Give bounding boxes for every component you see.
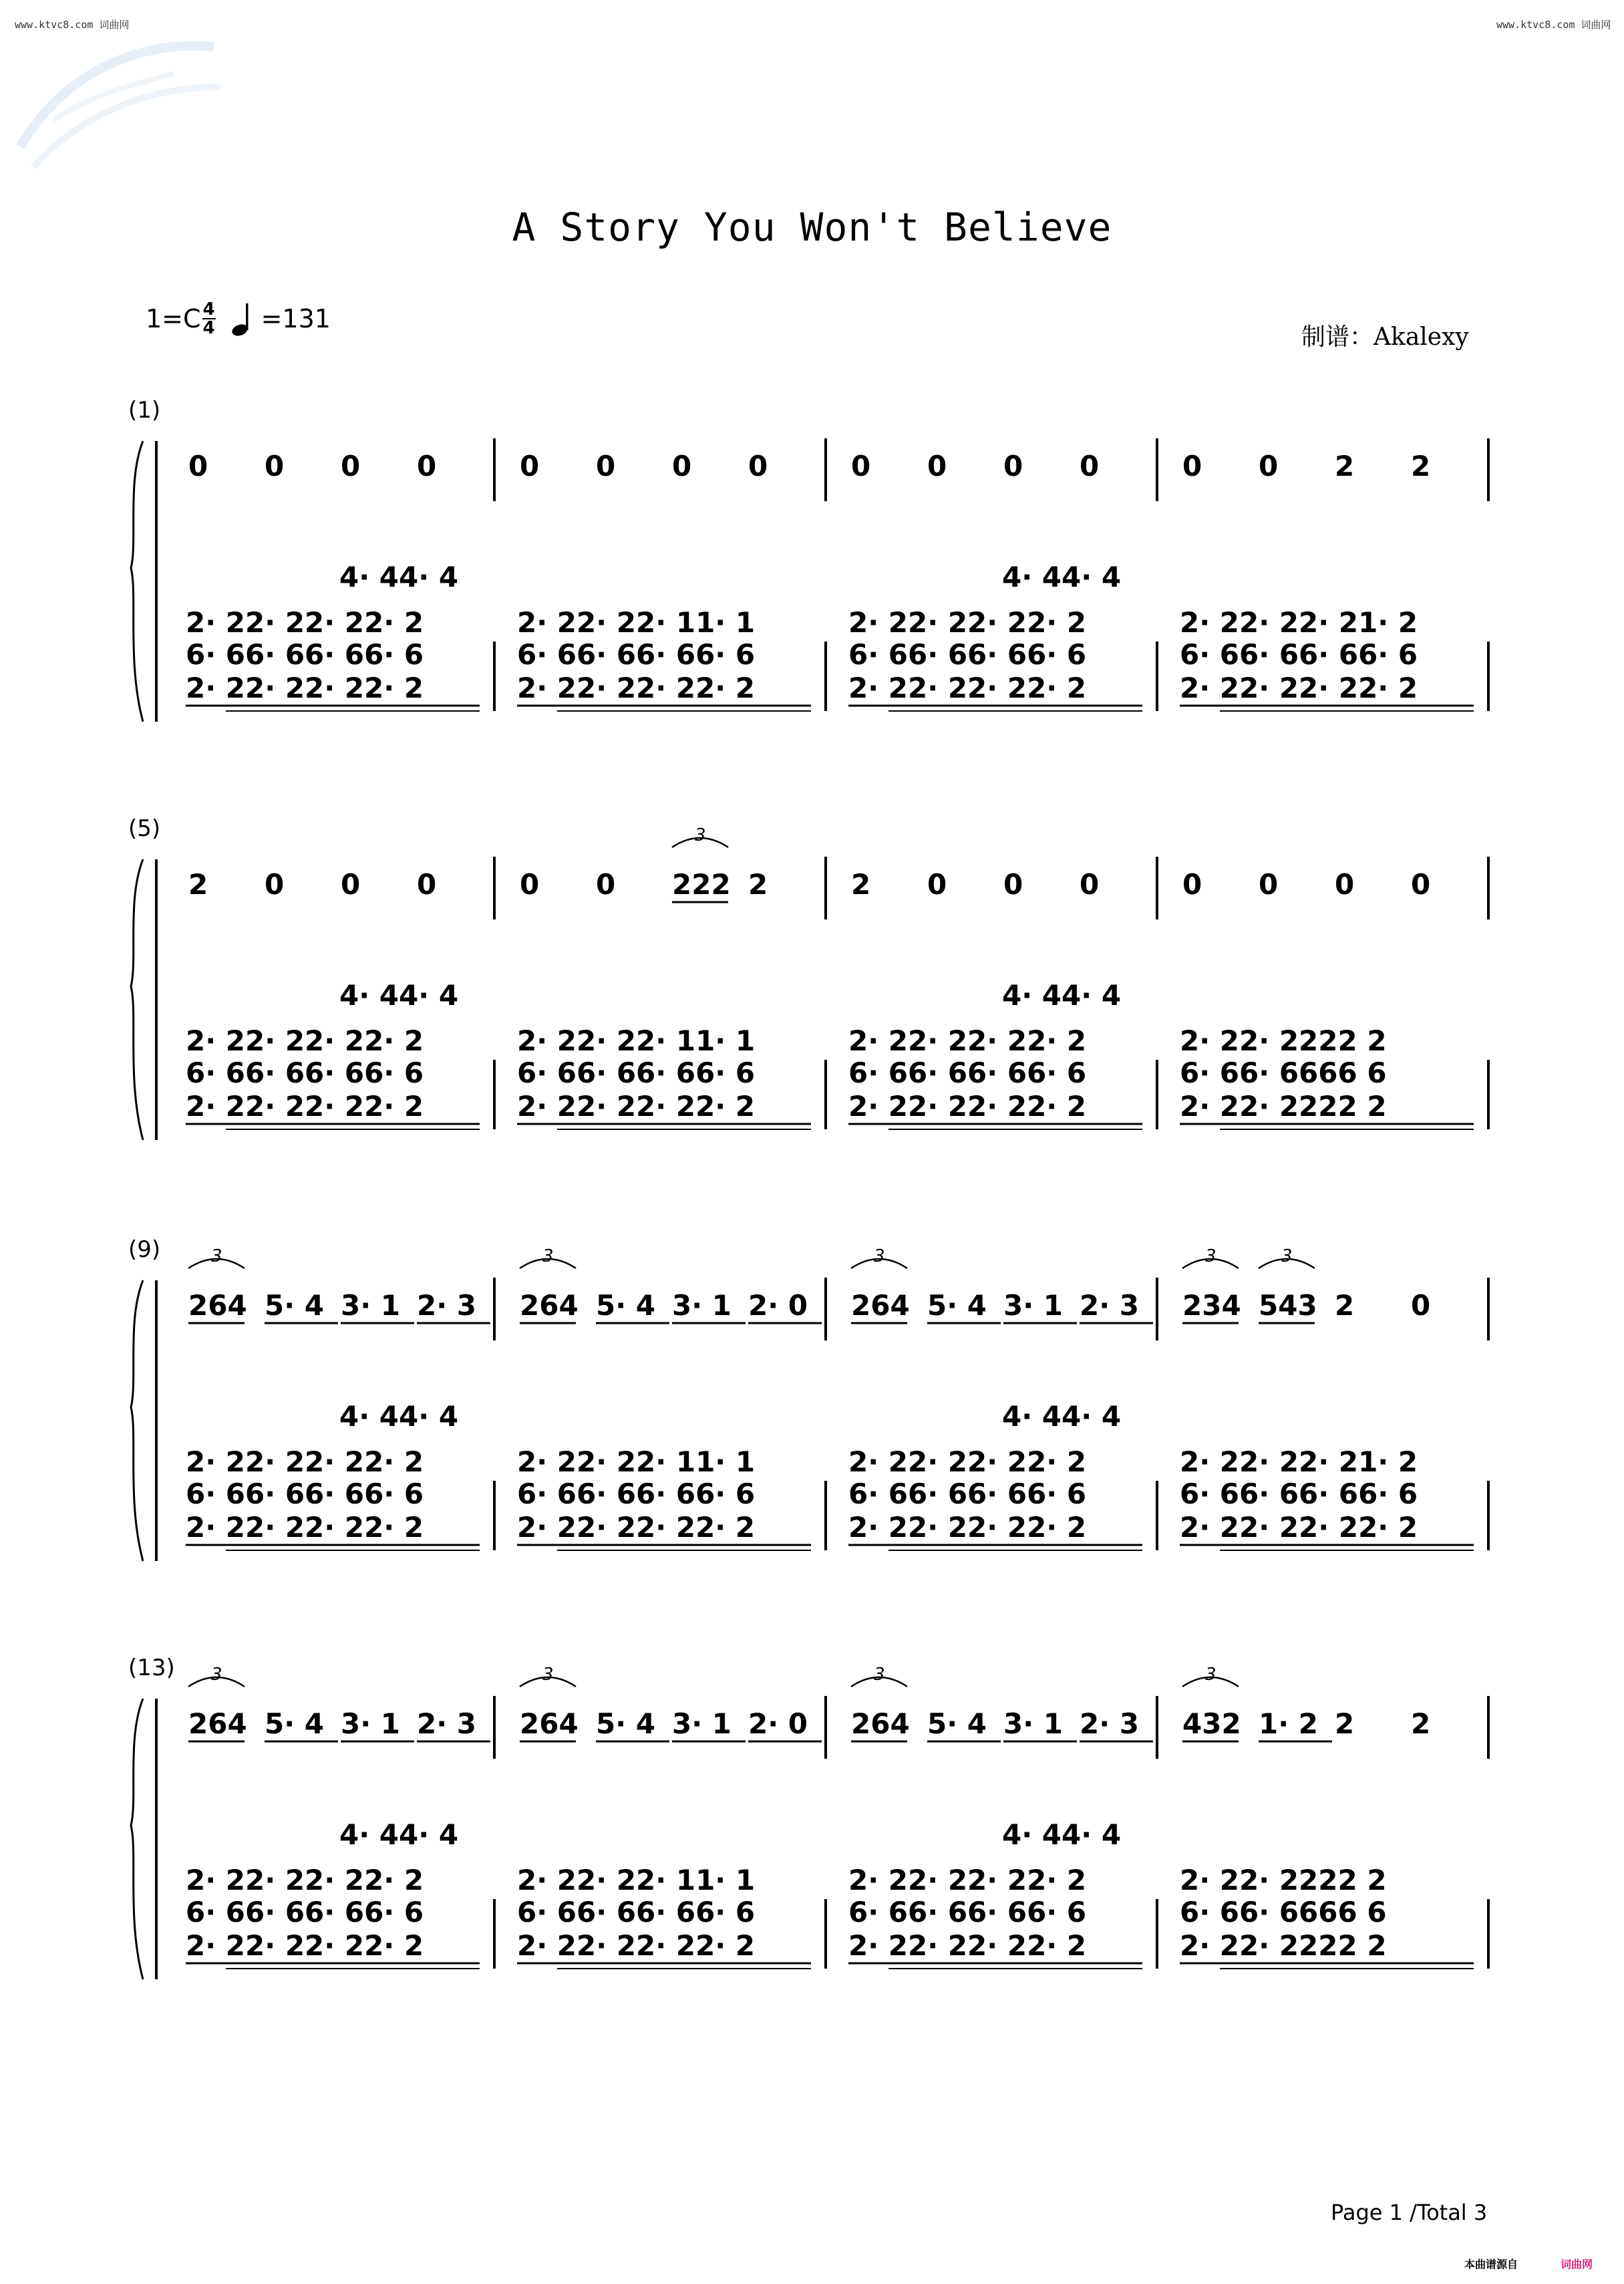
system-brace [131, 859, 143, 1140]
accomp-low-row: 6· 66· 66· 66· 6 [848, 1056, 1087, 1089]
melody-note: 2 [188, 868, 208, 901]
melody-note: 0 [520, 868, 540, 901]
accomp-bass-row: 2· 22· 22· 22· 2 [1180, 1511, 1418, 1544]
accomp-top-row: 4· 44· 4 [339, 979, 459, 1012]
melody-note: 0 [596, 450, 616, 482]
accomp-low-row: 6· 66· 66· 66· 6 [1180, 638, 1418, 671]
triplet-number: 3 [1281, 1246, 1293, 1266]
triplet-number: 3 [1205, 1665, 1216, 1685]
accomp-bass-row: 2· 22· 22· 22· 2 [186, 1090, 424, 1123]
melody-note: 2· 3 [1080, 1289, 1140, 1322]
accomp-bass-row: 2· 22· 22· 22· 2 [517, 1929, 756, 1962]
melody-note: 222 [672, 868, 731, 901]
melody-note: 5· 4 [927, 1289, 987, 1322]
melody-note: 0 [927, 868, 947, 901]
accomp-mid-row: 2· 22· 22· 11· 1 [517, 1445, 756, 1478]
accomp-mid-row: 2· 22· 22· 22· 2 [186, 1864, 424, 1896]
melody-note: 2 [748, 868, 768, 901]
melody-note: 5· 4 [927, 1707, 987, 1740]
accomp-top-row: 4· 44· 4 [339, 1818, 459, 1851]
melody-note: 2· 0 [748, 1707, 808, 1740]
accomp-top-row: 4· 44· 4 [339, 561, 459, 593]
melody-note: 264 [520, 1707, 579, 1740]
melody-note: 0 [341, 450, 361, 482]
accomp-mid-row: 2· 22· 22· 22· 2 [186, 1445, 424, 1478]
melody-note: 1· 2 [1259, 1707, 1319, 1740]
melody-note: 264 [188, 1289, 247, 1322]
accomp-bass-row: 2· 22· 2222 2 [1180, 1929, 1387, 1962]
accomp-mid-row: 2· 22· 22· 11· 1 [517, 606, 756, 639]
accomp-mid-row: 2· 22· 22· 22· 2 [848, 1024, 1087, 1057]
triplet-number: 3 [874, 1665, 885, 1685]
page-number: Page 1 /Total 3 [1331, 2200, 1488, 2225]
melody-note: 2 [1411, 1707, 1431, 1740]
melody-note: 0 [341, 868, 361, 901]
tempo-label: =131 [261, 304, 331, 333]
accomp-low-row: 6· 66· 66· 66· 6 [1180, 1477, 1418, 1510]
accomp-mid-row: 2· 22· 22· 11· 1 [517, 1024, 756, 1057]
melody-note: 5· 4 [265, 1707, 325, 1740]
accomp-low-row: 6· 66· 66· 66· 6 [186, 1477, 424, 1510]
melody-note: 0 [1080, 450, 1100, 482]
accomp-low-row: 6· 66· 66· 66· 6 [517, 1896, 756, 1929]
accomp-bass-row: 2· 22· 22· 22· 2 [517, 672, 756, 704]
melody-note: 543 [1259, 1289, 1317, 1322]
accomp-mid-row: 2· 22· 22· 21· 2 [1180, 1445, 1418, 1478]
accomp-bass-row: 2· 22· 22· 22· 2 [517, 1090, 756, 1123]
melody-note: 0 [1182, 450, 1202, 482]
accomp-top-row: 4· 44· 4 [1002, 561, 1122, 593]
accomp-low-row: 6· 66· 66· 66· 6 [517, 1477, 756, 1510]
melody-note: 0 [1411, 1289, 1431, 1322]
accomp-mid-row: 2· 22· 22· 22· 2 [186, 1024, 424, 1057]
system-number-5: (5) [128, 815, 161, 842]
melody-note: 2 [1335, 450, 1355, 482]
accomp-bass-row: 2· 22· 22· 22· 2 [848, 672, 1087, 704]
triplet-number: 3 [211, 1246, 222, 1266]
melody-note: 0 [596, 868, 616, 901]
melody-note: 0 [188, 450, 208, 482]
melody-note: 2· 3 [417, 1289, 477, 1322]
melody-note: 3· 1 [341, 1707, 401, 1740]
accomp-low-row: 6· 66· 6666 6 [1180, 1896, 1387, 1929]
melody-note: 0 [672, 450, 692, 482]
melody-note: 2· 3 [417, 1707, 477, 1740]
accomp-bass-row: 2· 22· 22· 22· 2 [186, 1929, 424, 1962]
accomp-mid-row: 2· 22· 2222 2 [1180, 1024, 1387, 1057]
triplet-number: 3 [211, 1665, 222, 1685]
melody-note: 0 [1259, 450, 1279, 482]
melody-note: 3· 1 [341, 1289, 401, 1322]
time-numerator: 4 [202, 299, 215, 319]
melody-note: 0 [1335, 868, 1355, 901]
triplet-number: 3 [542, 1246, 554, 1266]
triplet-number: 3 [542, 1665, 554, 1685]
melody-note: 0 [417, 868, 437, 901]
melody-note: 264 [188, 1707, 247, 1740]
melody-note: 0 [748, 450, 768, 482]
time-denominator: 4 [202, 318, 215, 338]
site-header-left: www.ktvc8.com 词曲网 [15, 19, 130, 31]
system-number-13: (13) [128, 1655, 175, 1681]
melody-note: 0 [927, 450, 947, 482]
system-brace [131, 441, 143, 722]
accomp-top-row: 4· 44· 4 [1002, 1818, 1122, 1851]
accomp-low-row: 6· 66· 66· 66· 6 [517, 638, 756, 671]
system-number-1: (1) [128, 397, 161, 424]
accomp-bass-row: 2· 22· 22· 22· 2 [848, 1511, 1087, 1544]
melody-note: 0 [1411, 868, 1431, 901]
accomp-low-row: 6· 66· 66· 66· 6 [848, 638, 1087, 671]
accomp-bass-row: 2· 22· 22· 22· 2 [186, 672, 424, 704]
accomp-low-row: 6· 66· 66· 66· 6 [186, 1056, 424, 1089]
accomp-mid-row: 2· 22· 22· 11· 1 [517, 1864, 756, 1896]
accomp-low-row: 6· 66· 66· 66· 6 [848, 1477, 1087, 1510]
accomp-bass-row: 2· 22· 2222 2 [1180, 1090, 1387, 1123]
accomp-low-row: 6· 66· 66· 66· 6 [517, 1056, 756, 1089]
source-brand: 词曲网 [1561, 2258, 1593, 2271]
system-brace [131, 1280, 143, 1561]
melody-note: 264 [520, 1289, 579, 1322]
system-number-9: (9) [128, 1236, 161, 1263]
melody-note: 2· 0 [748, 1289, 808, 1322]
accomp-low-row: 6· 66· 66· 66· 6 [186, 638, 424, 671]
melody-note: 264 [851, 1707, 910, 1740]
melody-note: 234 [1182, 1289, 1241, 1322]
source-label: 本曲谱源自 [1464, 2258, 1518, 2271]
melody-note: 0 [520, 450, 540, 482]
accomp-low-row: 6· 66· 66· 66· 6 [186, 1896, 424, 1929]
accomp-mid-row: 2· 22· 22· 22· 2 [848, 606, 1087, 639]
system-brace [131, 1699, 143, 1979]
melody-note: 0 [265, 450, 285, 482]
melody-note: 0 [1182, 868, 1202, 901]
accomp-bass-row: 2· 22· 22· 22· 2 [848, 1090, 1087, 1123]
melody-note: 0 [1259, 868, 1279, 901]
melody-note: 2 [851, 868, 871, 901]
melody-note: 2 [1335, 1289, 1355, 1322]
melody-note: 0 [265, 868, 285, 901]
song-title: A Story You Won't Believe [512, 204, 1112, 250]
melody-note: 0 [1003, 450, 1023, 482]
accomp-mid-row: 2· 22· 22· 22· 2 [848, 1445, 1087, 1478]
melody-note: 3· 1 [672, 1289, 732, 1322]
accomp-low-row: 6· 66· 6666 6 [1180, 1056, 1387, 1089]
accomp-bass-row: 2· 22· 22· 22· 2 [848, 1929, 1087, 1962]
accomp-top-row: 4· 44· 4 [1002, 1400, 1122, 1433]
accomp-mid-row: 2· 22· 2222 2 [1180, 1864, 1387, 1896]
accomp-mid-row: 2· 22· 22· 21· 2 [1180, 606, 1418, 639]
accomp-bass-row: 2· 22· 22· 22· 2 [1180, 672, 1418, 704]
melody-note: 264 [851, 1289, 910, 1322]
melody-note: 5· 4 [596, 1289, 656, 1322]
arranger-credit: 制谱：Akalexy [1301, 323, 1469, 351]
accomp-top-row: 4· 44· 4 [339, 1400, 459, 1433]
melody-note: 5· 4 [265, 1289, 325, 1322]
triplet-number: 3 [1205, 1246, 1216, 1266]
triplet-number: 3 [874, 1246, 885, 1266]
melody-note: 2 [1411, 450, 1431, 482]
melody-note: 0 [1003, 868, 1023, 901]
key-label: 1=C [146, 304, 201, 333]
accomp-top-row: 4· 44· 4 [1002, 979, 1122, 1012]
melody-note: 2· 3 [1080, 1707, 1140, 1740]
melody-note: 5· 4 [596, 1707, 656, 1740]
accomp-mid-row: 2· 22· 22· 22· 2 [186, 606, 424, 639]
melody-note: 432 [1182, 1707, 1241, 1740]
melody-note: 0 [417, 450, 437, 482]
site-header-right: www.ktvc8.com 词曲网 [1496, 19, 1611, 31]
melody-note: 3· 1 [672, 1707, 732, 1740]
melody-note: 3· 1 [1003, 1289, 1064, 1322]
accomp-low-row: 6· 66· 66· 66· 6 [848, 1896, 1087, 1929]
accomp-mid-row: 2· 22· 22· 22· 2 [848, 1864, 1087, 1896]
accomp-bass-row: 2· 22· 22· 22· 2 [517, 1511, 756, 1544]
melody-note: 0 [1080, 868, 1100, 901]
melody-note: 2 [1335, 1707, 1355, 1740]
melody-note: 0 [851, 450, 871, 482]
triplet-number: 3 [695, 825, 706, 845]
melody-note: 3· 1 [1003, 1707, 1064, 1740]
accomp-bass-row: 2· 22· 22· 22· 2 [186, 1511, 424, 1544]
